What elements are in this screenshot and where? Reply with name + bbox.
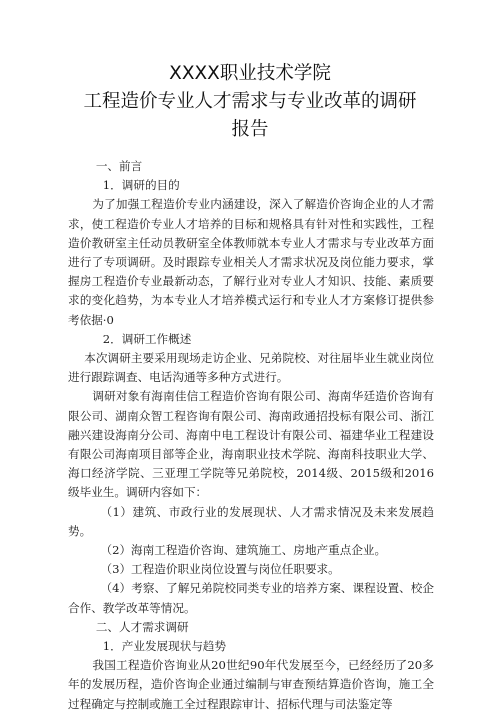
list-item-1: （1）建筑、市政行业的发展现状、人才需求情况及未来发展趋势。 <box>68 504 434 538</box>
document-title-line-2: 工程造价专业人才需求与专业改革的调研 <box>83 91 417 112</box>
list-item-3: （3）工程造价职业岗位设置与岗位任职要求。 <box>100 562 340 577</box>
section-heading-preface: 一、前言 <box>95 159 143 173</box>
paragraph-methods: 本次调研主要采用现场走访企业、兄弟院校、对往届毕业生就业岗位进行跟踪调查、电话沟通等多种方式进行。 <box>68 351 434 385</box>
paragraph-purpose: 为了加强工程造价专业内涵建设，深入了解造价咨询企业的人才需求，使工程造价专业人才培养的目标和规格具有针对性和实践性，工程造价教研室主任动员教研室全体教师就本专业人才需求与专业改革方面进行了专项调研。及时跟踪专业相关人才需求状况及岗位能力要求，掌握房工程造价专业最新动态，了解行业对专业人才知识、技能、素质要求的变化趋势，为本专业人才培养模式运行和专业人才方案修订提供参考依据·0 <box>68 197 434 327</box>
subheading-overview: 2．调研工作概述 <box>102 331 192 346</box>
subheading-industry-trends: 1．产业发展现状与趋势 <box>102 639 227 654</box>
subheading-purpose: 1．调研的目的 <box>102 178 180 193</box>
document-title-line-3: 报告 <box>231 119 269 140</box>
list-item-2: （2）海南工程造价咨询、建筑施工、房地产重点企业。 <box>100 543 387 558</box>
paragraph-subjects: 调研对象有海南佳信工程造价咨询有限公司、海南华廷造价咨询有限公司、湖南众智工程咨询有限公司、海南政通招投标有限公司、浙江融兴建设海南分公司、海南中电工程设计有限公司、福建华业工程建设有限公司海南项目部等企业，海南职业技术学院、海南科技职业大学、海口经济学院、三亚理工学院等兄弟院校，2014级、2015级和2016级毕业生。调研内容如下： <box>68 389 434 500</box>
section-heading-talent-demand: 二、人才需求调研 <box>95 619 189 634</box>
paragraph-industry-trends: 我国工程造价咨询业从20世纪90年代发展至今，已经经历了20多年的发展历程，造价咨询企业通过编制与审查预结算造价咨询，施工全过程确定与控制或施工全过程跟踪审计、招标代理与司法鉴定等 <box>68 658 434 711</box>
document-body <box>68 157 434 714</box>
document-title-line-1: XXXX职业技术学院 <box>169 63 331 84</box>
list-item-4: （4）考察、了解兄弟院校同类专业的培养方案、课程设置、校企合作、教学改革等情况。 <box>68 581 434 615</box>
